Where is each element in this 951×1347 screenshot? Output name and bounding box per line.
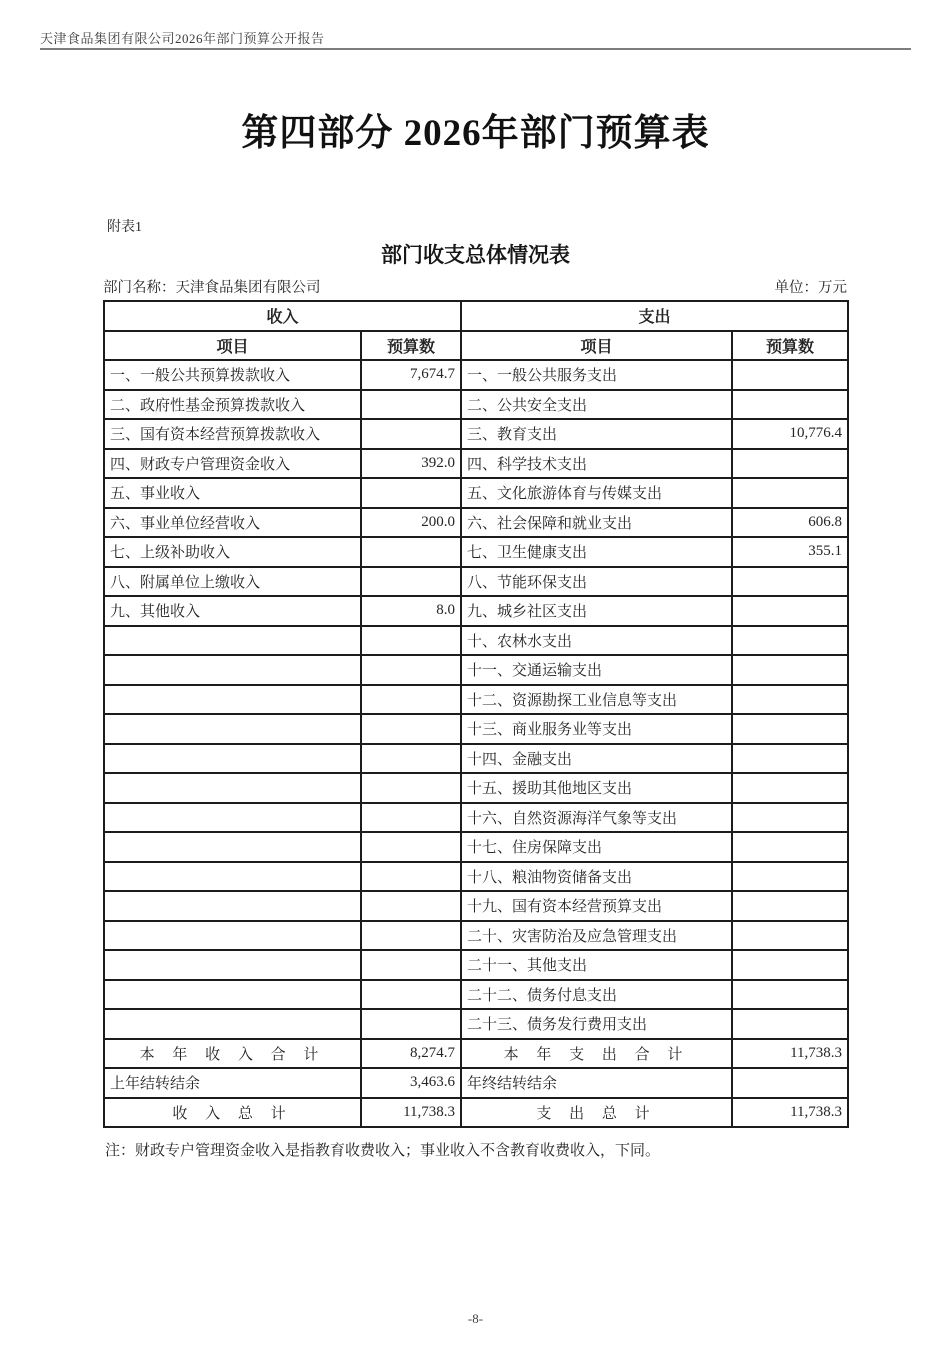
income-item-cell: 三、国有资本经营预算拨款收入 [104, 419, 361, 449]
table-row [104, 714, 848, 744]
income-item-cell: 四、财政专户管理资金收入 [104, 449, 361, 479]
unit-label: 单位：万元 [774, 280, 847, 296]
expense-value-cell [732, 773, 848, 803]
income-item-cell [104, 714, 361, 744]
income-value-cell [361, 685, 461, 715]
section-header-row [104, 301, 848, 331]
income-value-cell [361, 980, 461, 1010]
income-value-cell [361, 744, 461, 774]
expense-item-header: 项目 [461, 331, 732, 361]
income-value-cell [361, 390, 461, 420]
income-value-cell: 392.0 [361, 449, 461, 479]
table-row [104, 655, 848, 685]
expense-item-cell: 十六、自然资源海洋气象等支出 [461, 803, 732, 833]
income-value-cell: 200.0 [361, 508, 461, 538]
income-item-cell: 七、上级补助收入 [104, 537, 361, 567]
income-value-cell [361, 567, 461, 597]
table-row [104, 950, 848, 980]
expense-item-cell: 八、节能环保支出 [461, 567, 732, 597]
table-row [104, 537, 848, 567]
table-row [104, 567, 848, 597]
expense-value-cell [732, 980, 848, 1010]
expense-item-cell: 十七、住房保障支出 [461, 832, 732, 862]
table-row [104, 891, 848, 921]
income-value-cell [361, 655, 461, 685]
running-header: 天津食品集团有限公司2026年部门预算公开报告 [40, 31, 325, 46]
expense-value-cell [732, 803, 848, 833]
expense-value-cell [732, 655, 848, 685]
income-value-cell [361, 832, 461, 862]
income-value-cell: 8.0 [361, 596, 461, 626]
income-value-cell: 8,274.7 [361, 1039, 461, 1069]
table-row [104, 921, 848, 951]
table-title: 部门收支总体情况表 [381, 243, 570, 267]
expense-value-cell [732, 921, 848, 951]
summary-row [104, 1039, 848, 1069]
table-row [104, 980, 848, 1010]
income-item-cell [104, 980, 361, 1010]
income-value-cell [361, 950, 461, 980]
expense-section-header: 支出 [461, 301, 848, 331]
expense-value-cell [732, 596, 848, 626]
expense-item-cell: 十九、国有资本经营预算支出 [461, 891, 732, 921]
attachment-label: 附表1 [107, 220, 142, 235]
expense-value-cell [732, 744, 848, 774]
expense-value-cell [732, 1068, 848, 1098]
expense-item-cell: 十四、金融支出 [461, 744, 732, 774]
income-item-cell: 八、附属单位上缴收入 [104, 567, 361, 597]
income-value-cell: 7,674.7 [361, 360, 461, 390]
income-budget-header: 预算数 [361, 331, 461, 361]
income-value-cell: 11,738.3 [361, 1098, 461, 1128]
table-row [104, 508, 848, 538]
expense-item-cell: 四、科学技术支出 [461, 449, 732, 479]
expense-item-cell: 十、农林水支出 [461, 626, 732, 656]
income-item-cell: 六、事业单位经营收入 [104, 508, 361, 538]
income-value-cell [361, 419, 461, 449]
income-value-cell: 3,463.6 [361, 1068, 461, 1098]
budget-table-body [104, 360, 848, 1127]
expense-item-cell: 二十三、债务发行费用支出 [461, 1009, 732, 1039]
table-row [104, 419, 848, 449]
expense-value-cell [732, 390, 848, 420]
table-row [104, 773, 848, 803]
expense-value-cell [732, 360, 848, 390]
income-item-cell: 上年结转结余 [104, 1068, 361, 1098]
summary-row [104, 1068, 848, 1098]
income-value-cell [361, 626, 461, 656]
table-note: 注：财政专户管理资金收入是指教育收费收入；事业收入不含教育收费收入，下同。 [105, 1143, 661, 1159]
header-rule [40, 48, 911, 50]
income-value-cell [361, 714, 461, 744]
income-item-cell [104, 862, 361, 892]
income-item-cell [104, 803, 361, 833]
income-item-cell [104, 832, 361, 862]
table-meta-row [103, 276, 847, 297]
expense-value-cell [732, 685, 848, 715]
income-value-cell [361, 862, 461, 892]
expense-value-cell: 11,738.3 [732, 1039, 848, 1069]
table-row [104, 1009, 848, 1039]
income-value-cell [361, 478, 461, 508]
expense-item-cell: 支 出 总 计 [461, 1098, 732, 1128]
income-value-cell [361, 803, 461, 833]
income-item-cell: 九、其他收入 [104, 596, 361, 626]
expense-value-cell [732, 714, 848, 744]
income-section-header: 收入 [104, 301, 461, 331]
income-item-header: 项目 [104, 331, 361, 361]
expense-item-cell: 六、社会保障和就业支出 [461, 508, 732, 538]
expense-value-cell [732, 950, 848, 980]
table-row [104, 449, 848, 479]
table-row [104, 478, 848, 508]
expense-value-cell [732, 1009, 848, 1039]
table-row [104, 803, 848, 833]
page-number: -8- [467, 1311, 484, 1326]
summary-row [104, 1098, 848, 1128]
expense-value-cell [732, 567, 848, 597]
expense-value-cell [732, 478, 848, 508]
expense-budget-header: 预算数 [732, 331, 848, 361]
expense-item-cell: 年终结转结余 [461, 1068, 732, 1098]
expense-value-cell [732, 449, 848, 479]
income-item-cell [104, 744, 361, 774]
table-row [104, 626, 848, 656]
income-item-cell [104, 685, 361, 715]
expense-value-cell: 355.1 [732, 537, 848, 567]
expense-value-cell [732, 862, 848, 892]
income-item-cell [104, 891, 361, 921]
expense-value-cell [732, 832, 848, 862]
income-item-cell [104, 773, 361, 803]
expense-item-cell: 二、公共安全支出 [461, 390, 732, 420]
income-value-cell [361, 891, 461, 921]
income-value-cell [361, 773, 461, 803]
table-row [104, 596, 848, 626]
table-row [104, 390, 848, 420]
income-item-cell: 二、政府性基金预算拨款收入 [104, 390, 361, 420]
expense-item-cell: 九、城乡社区支出 [461, 596, 732, 626]
expense-value-cell [732, 891, 848, 921]
expense-item-cell: 本 年 支 出 合 计 [461, 1039, 732, 1069]
expense-item-cell: 二十、灾害防治及应急管理支出 [461, 921, 732, 951]
income-value-cell [361, 921, 461, 951]
expense-item-cell: 七、卫生健康支出 [461, 537, 732, 567]
expense-item-cell: 十一、交通运输支出 [461, 655, 732, 685]
main-title: 第四部分 2026年部门预算表 [241, 113, 710, 154]
expense-item-cell: 三、教育支出 [461, 419, 732, 449]
expense-item-cell: 二十一、其他支出 [461, 950, 732, 980]
expense-item-cell: 十五、援助其他地区支出 [461, 773, 732, 803]
budget-table [103, 300, 849, 1128]
expense-value-cell: 606.8 [732, 508, 848, 538]
table-row [104, 832, 848, 862]
income-item-cell: 五、事业收入 [104, 478, 361, 508]
table-row [104, 862, 848, 892]
income-value-cell [361, 1009, 461, 1039]
income-item-cell [104, 921, 361, 951]
income-item-cell: 收 入 总 计 [104, 1098, 361, 1128]
expense-item-cell: 十八、粮油物资储备支出 [461, 862, 732, 892]
expense-value-cell: 10,776.4 [732, 419, 848, 449]
expense-value-cell [732, 626, 848, 656]
expense-item-cell: 五、文化旅游体育与传媒支出 [461, 478, 732, 508]
income-item-cell [104, 950, 361, 980]
expense-item-cell: 十三、商业服务业等支出 [461, 714, 732, 744]
table-row [104, 744, 848, 774]
income-item-cell [104, 626, 361, 656]
income-item-cell: 本 年 收 入 合 计 [104, 1039, 361, 1069]
department-name: 部门名称：天津食品集团有限公司 [103, 280, 321, 296]
expense-item-cell: 十二、资源勘探工业信息等支出 [461, 685, 732, 715]
table-row [104, 685, 848, 715]
income-item-cell [104, 1009, 361, 1039]
expense-value-cell: 11,738.3 [732, 1098, 848, 1128]
expense-item-cell: 二十二、债务付息支出 [461, 980, 732, 1010]
column-header-row [104, 331, 848, 361]
table-row [104, 360, 848, 390]
income-item-cell [104, 655, 361, 685]
income-item-cell: 一、一般公共预算拨款收入 [104, 360, 361, 390]
expense-item-cell: 一、一般公共服务支出 [461, 360, 732, 390]
income-value-cell [361, 537, 461, 567]
